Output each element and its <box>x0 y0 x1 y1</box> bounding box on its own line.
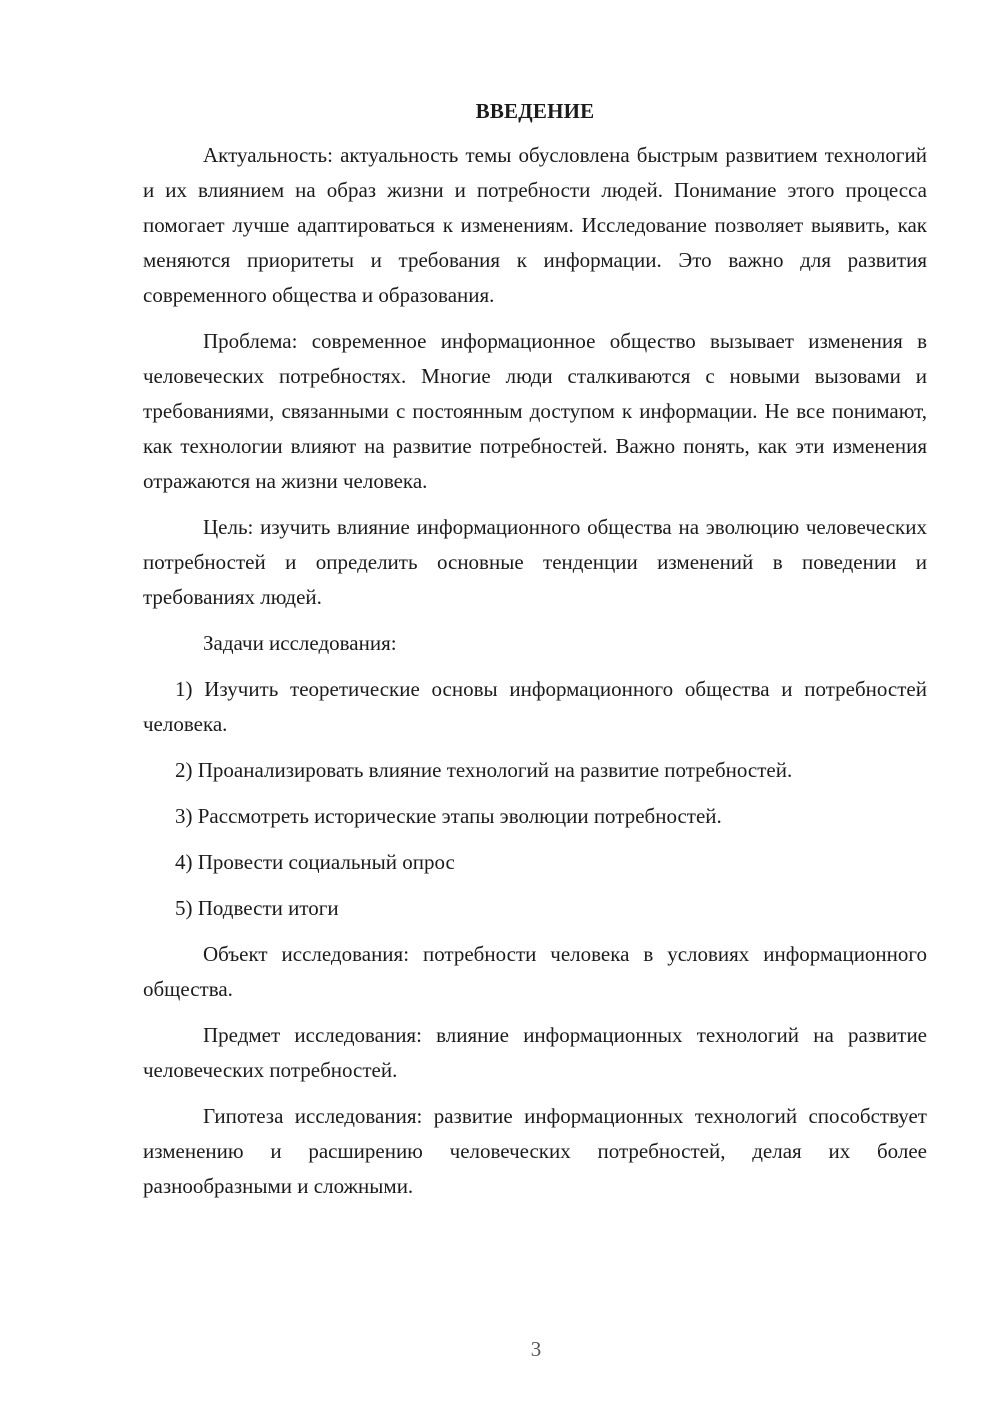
page-title: ВВЕДЕНИЕ <box>475 99 595 123</box>
problem-paragraph: Проблема: современное информационное общество вызывает изменения в человеческих потребностях. Многие люди сталкиваются с новыми вызовами и требованиями, связанными с постоянным доступом к информации. Не все понимают, как технологии влияют на развитие потребностей. Важно понять, как эти изменения отражаются на жизни человека. <box>143 329 927 493</box>
task-item-3: 3) Рассмотреть исторические этапы эволюции потребностей. <box>175 804 722 828</box>
object-paragraph: Объект исследования: потребности человека в условиях информационного общества. <box>143 942 927 1001</box>
relevance-paragraph: Актуальность: актуальность темы обусловлена быстрым развитием технологий и их влиянием на образ жизни и потребности людей. Понимание этого процесса помогает лучше адаптироваться к изменениям. Исследование позволяет выявить, как меняются приоритеты и требования к информации. Это важно для развития современного общества и образования. <box>143 143 927 307</box>
hypothesis-paragraph: Гипотеза исследования: развитие информационных технологий способствует изменению и расширению человеческих потребностей, делая их более разнообразными и сложными. <box>143 1104 927 1198</box>
task-item-2: 2) Проанализировать влияние технологий на развитие потребностей. <box>175 758 793 782</box>
task-item-4: 4) Провести социальный опрос <box>175 850 455 874</box>
tasks-heading: Задачи исследования: <box>203 631 397 655</box>
subject-paragraph: Предмет исследования: влияние информационных технологий на развитие человеческих потребностей. <box>143 1023 927 1082</box>
document-body <box>143 96 927 1204</box>
goal-paragraph: Цель: изучить влияние информационного общества на эволюцию человеческих потребностей и определить основные тенденции изменений в поведении и требованиях людей. <box>143 515 927 609</box>
task-item-1: 1) Изучить теоретические основы информационного общества и потребностей человека. <box>143 677 927 736</box>
page-number: 3 <box>530 1337 542 1361</box>
task-item-5: 5) Подвести итоги <box>175 896 339 920</box>
